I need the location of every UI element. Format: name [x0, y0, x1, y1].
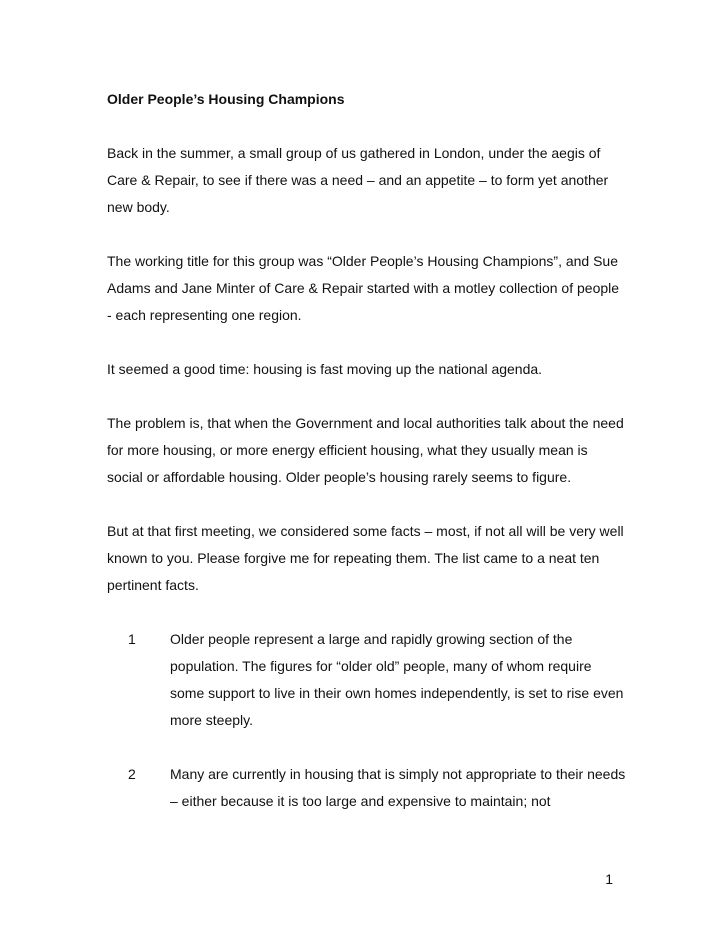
paragraph: But at that first meeting, we considered some facts – most, if not all will be very well known to you. Please forgive me for repeating them. The list came to a neat ten pertinent facts.	[107, 523, 624, 593]
list-item	[107, 761, 627, 815]
document-body	[107, 86, 627, 842]
list-item-number: 1	[128, 631, 136, 647]
document-title: Older People’s Housing Champions	[107, 91, 345, 107]
paragraph: It seemed a good time: housing is fast moving up the national agenda.	[107, 361, 543, 377]
list-item	[107, 626, 627, 734]
paragraph: The working title for this group was “Older People’s Housing Champions”, and Sue Adams and Jane Minter of Care & Repair started with a motley collection of people - each representing one region.	[107, 253, 620, 323]
list-item-text: Many are currently in housing that is simply not appropriate to their needs – either because it is too large and expensive to maintain; not	[170, 766, 626, 809]
paragraph: Back in the summer, a small group of us gathered in London, under the aegis of Care & Repair, to see if there was a need – and an appetite – to form yet another new body.	[107, 145, 609, 215]
page-number: 1	[605, 871, 613, 887]
list-item-number: 2	[128, 766, 136, 782]
list-item-text: Older people represent a large and rapidly growing section of the population. The figures for “older old” people, many of whom require some support to live in their own homes independently, is set to rise even more steeply.	[170, 631, 624, 728]
paragraph: The problem is, that when the Government and local authorities talk about the need for more housing, or more energy efficient housing, what they usually mean is social or affordable housing. Older people’s housing rarely seems to figure.	[107, 415, 624, 485]
